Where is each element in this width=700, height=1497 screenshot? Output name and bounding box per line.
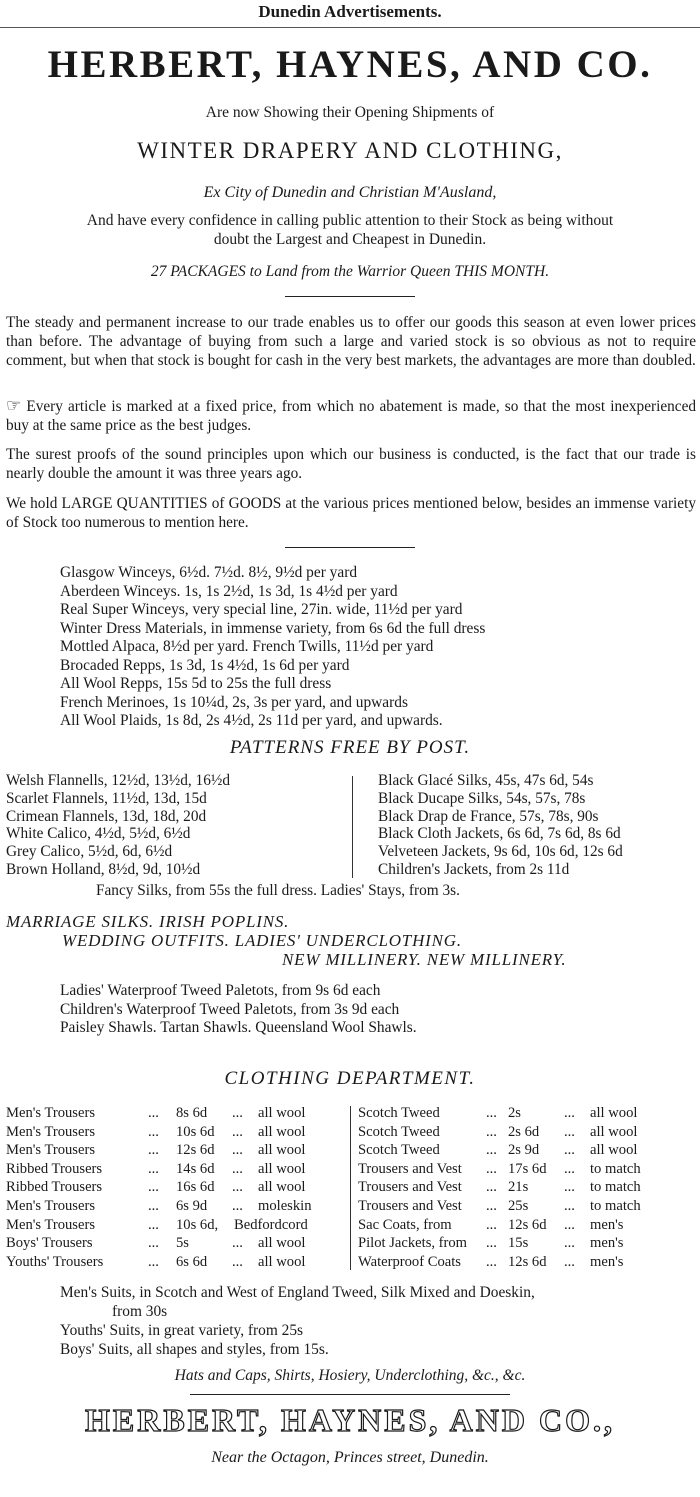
- rule-1: [285, 296, 415, 297]
- note: all wool: [258, 1253, 306, 1270]
- item: Ribbed Trousers: [6, 1160, 103, 1177]
- clothing-heading: CLOTHING DEPARTMENT.: [224, 1068, 476, 1089]
- list-item: Glasgow Winceys, 6½d. 7½d. 8½, 9½d per yard: [60, 564, 358, 581]
- dots: ...: [148, 1142, 159, 1159]
- boys-suits-line: Boys' Suits, all shapes and styles, from 15s.: [60, 1341, 329, 1358]
- item: Scotch Tweed: [358, 1105, 440, 1121]
- price: 2s 9d: [508, 1142, 540, 1159]
- item: Pilot Jackets, from: [358, 1235, 468, 1252]
- price: 5s: [176, 1235, 189, 1252]
- list-item: Ladies' Waterproof Tweed Paletots, from 9s 6d each: [60, 982, 381, 999]
- dots: ...: [232, 1142, 243, 1159]
- price: 25s: [508, 1197, 529, 1214]
- dots: ...: [486, 1197, 497, 1214]
- note: all wool: [258, 1105, 306, 1121]
- dots: ...: [564, 1142, 575, 1159]
- dots: ...: [564, 1179, 575, 1196]
- item: Men's Trousers: [6, 1142, 95, 1159]
- showing-line: Are now Showing their Opening Shipments of: [205, 104, 495, 121]
- note: all wool: [590, 1123, 638, 1140]
- list-item: Children's Waterproof Tweed Paletots, from 3s 9d each: [60, 1000, 400, 1018]
- table-row: [358, 1253, 641, 1272]
- youths-suits-line: Youths' Suits, in great variety, from 25s: [60, 1322, 304, 1339]
- list-item: Children's Jackets, from 2s 11d: [378, 860, 570, 878]
- list-item: Brocaded Repps, 1s 3d, 1s 4½d, 1s 6d per yard: [60, 656, 350, 674]
- paletots-list: [60, 982, 680, 1038]
- patterns-heading: PATTERNS FREE BY POST.: [229, 737, 471, 758]
- price: 2s: [508, 1105, 521, 1121]
- list-item: Welsh Flannells, 12½d, 13½d, 16½d: [6, 772, 230, 789]
- ex-city-line: Ex City of Dunedin and Christian M'Ausland,: [203, 184, 497, 201]
- table-row: [6, 1104, 312, 1123]
- price: 2s 6d: [508, 1123, 540, 1140]
- top-heading: Dunedin Advertisements.: [258, 2, 442, 21]
- dots: ...: [232, 1253, 243, 1270]
- note: all wool: [258, 1142, 306, 1159]
- price: 12s 6d: [508, 1216, 547, 1233]
- clothing-left-table: [6, 1104, 312, 1271]
- item: Boys' Trousers: [6, 1235, 93, 1252]
- note: to match: [590, 1197, 641, 1214]
- list-item: White Calico, 4½d, 5½d, 6½d: [6, 825, 191, 843]
- note: all wool: [258, 1160, 306, 1177]
- suits-block: [60, 1283, 700, 1359]
- clothing-column-divider: [350, 1106, 351, 1270]
- table-row: [6, 1123, 312, 1142]
- dots: ...: [232, 1123, 243, 1140]
- dots: ...: [564, 1253, 575, 1270]
- item: Men's Trousers: [6, 1123, 95, 1140]
- list-item: Black Cloth Jackets, 6s 6d, 7s 6d, 8s 6d: [378, 825, 621, 843]
- millinery-line: NEW MILLINERY. NEW MILLINERY.: [282, 950, 567, 969]
- price: 12s 6d: [508, 1253, 547, 1270]
- packages-line: 27 PACKAGES to Land from the Warrior Queen THIS MONTH.: [150, 263, 550, 280]
- list-item: Winter Dress Materials, in immense variety, from 6s 6d the full dress: [60, 619, 486, 637]
- price: 15s: [508, 1235, 529, 1252]
- paragraph-fixed-price: [6, 396, 696, 435]
- goods-list: [60, 564, 680, 731]
- item: Sac Coats, from: [358, 1216, 452, 1233]
- note: men's: [590, 1253, 624, 1270]
- dots: ...: [148, 1253, 159, 1270]
- price: 14s 6d: [176, 1160, 215, 1177]
- dots: ...: [564, 1123, 575, 1140]
- note: moleskin: [258, 1197, 312, 1214]
- silks-column: [378, 772, 623, 879]
- list-item: French Merinoes, 1s 10¼d, 2s, 3s per yard, and upwards: [60, 693, 408, 711]
- paragraph-proofs: The surest proofs of the sound principles upon which our business is conducted, is the fact that our trade is nearly double the amount it was three years ago.: [6, 446, 696, 482]
- mens-suits-line: Men's Suits, in Scotch and West of England Tweed, Silk Mixed and Doeskin,: [60, 1284, 535, 1301]
- top-rule: [0, 27, 700, 28]
- dots: ...: [486, 1105, 497, 1121]
- note: men's: [590, 1216, 624, 1233]
- clothing-right-table: [358, 1104, 641, 1271]
- dots: ...: [486, 1142, 497, 1159]
- dots: ...: [486, 1179, 497, 1196]
- list-item: Paisley Shawls. Tartan Shawls. Queensland Wool Shawls.: [60, 1019, 417, 1036]
- note: all wool: [590, 1105, 638, 1121]
- table-row: [6, 1141, 312, 1160]
- note: all wool: [258, 1235, 306, 1252]
- table-row: [358, 1160, 641, 1179]
- fixed-price-text: Every article is marked at a fixed price, from which no abatement is made, so that the most inexperienced buy at the same price as the best judges.: [6, 398, 697, 434]
- marriage-line: MARRIAGE SILKS. IRISH POPLINS.: [6, 912, 290, 931]
- dots: ...: [148, 1235, 159, 1252]
- dots: ...: [564, 1197, 575, 1214]
- list-item: Grey Calico, 5½d, 6d, 6½d: [6, 843, 173, 861]
- list-item: Brown Holland, 8½d, 9d, 10½d: [6, 860, 201, 878]
- dots: ...: [486, 1123, 497, 1140]
- list-item: Aberdeen Winceys. 1s, 1s 2½d, 1s 3d, 1s 4½d per yard: [60, 582, 398, 600]
- table-row: [6, 1160, 312, 1179]
- item: Men's Trousers: [6, 1197, 95, 1214]
- table-row: [358, 1178, 641, 1197]
- rule-3: [190, 1394, 510, 1395]
- table-row: [358, 1234, 641, 1253]
- list-item: Black Drap de France, 57s, 78s, 90s: [378, 807, 599, 825]
- flannels-column: [6, 772, 230, 879]
- table-row: [6, 1178, 312, 1197]
- price: 17s 6d: [508, 1160, 547, 1177]
- note: all wool: [590, 1142, 638, 1159]
- dots: ...: [232, 1179, 243, 1196]
- dots: ...: [148, 1197, 159, 1214]
- dots: ...: [232, 1160, 243, 1177]
- table-row: [358, 1197, 641, 1216]
- confidence-line-2: doubt the Largest and Cheapest in Dunedin.: [213, 231, 487, 248]
- wedding-line: WEDDING OUTFITS. LADIES' UNDERCLOTHING.: [62, 931, 462, 950]
- item: Youths' Trousers: [6, 1253, 104, 1270]
- dots: ...: [232, 1105, 243, 1121]
- dots: ...: [148, 1123, 159, 1140]
- dots: ...: [564, 1235, 575, 1252]
- confidence-line-1: And have every confidence in calling public attention to their Stock as being without: [86, 212, 614, 229]
- column-divider: [352, 776, 353, 878]
- dots: ...: [486, 1160, 497, 1177]
- dots: ...: [564, 1160, 575, 1177]
- list-item: Real Super Winceys, very special line, 27in. wide, 11½d per yard: [60, 601, 463, 618]
- dots: ...: [148, 1160, 159, 1177]
- note: Bedfordcord: [234, 1216, 308, 1233]
- footer-title: HERBERT, HAYNES, AND CO.,: [85, 1402, 615, 1438]
- main-title: HERBERT, HAYNES, AND CO.: [47, 43, 653, 86]
- note: men's: [590, 1235, 624, 1252]
- mens-suits-line-2: from 30s: [112, 1303, 168, 1320]
- dots: ...: [486, 1235, 497, 1252]
- list-item: Velveteen Jackets, 9s 6d, 10s 6d, 12s 6d: [378, 843, 623, 861]
- list-item: All Wool Plaids, 1s 8d, 2s 4½d, 2s 11d per yard, and upwards.: [60, 712, 443, 729]
- list-item: Black Ducape Silks, 54s, 57s, 78s: [378, 789, 586, 807]
- footer-address: Near the Octagon, Princes street, Dunedin.: [211, 1449, 489, 1466]
- note: all wool: [258, 1123, 306, 1140]
- table-row: [6, 1197, 312, 1216]
- dots: ...: [486, 1216, 497, 1233]
- dots: ...: [232, 1235, 243, 1252]
- table-row: [6, 1253, 312, 1272]
- note: to match: [590, 1160, 641, 1177]
- pointing-hand-icon: ☞: [6, 396, 22, 415]
- table-row: [358, 1141, 641, 1160]
- price: 10s 6d: [176, 1123, 215, 1140]
- dots: ...: [564, 1216, 575, 1233]
- item: Waterproof Coats: [358, 1253, 461, 1270]
- price: 21s: [508, 1179, 529, 1196]
- paragraph-trade: The steady and permanent increase to our trade enables us to offer our goods this season at even lower prices than before. The advantage of buying from such a large and varied stock is so obvious as not to require comment, but when that stock is bought for cash in the very best markets, the advantages are more than doubled.: [6, 314, 696, 369]
- item: Scotch Tweed: [358, 1142, 440, 1159]
- table-row: [6, 1234, 312, 1253]
- table-row: [358, 1123, 641, 1142]
- price: 12s 6d: [176, 1142, 215, 1159]
- paragraph-quantities: We hold LARGE QUANTITIES of GOODS at the various prices mentioned below, besides an immense variety of Stock too numerous to mention here.: [6, 495, 696, 531]
- subtitle: WINTER DRAPERY AND CLOTHING,: [137, 138, 563, 163]
- list-item: Mottled Alpaca, 8½d per yard. French Twills, 11½d per yard: [60, 638, 434, 655]
- list-item: All Wool Repps, 15s 5d to 25s the full dress: [60, 675, 332, 692]
- table-row: [358, 1104, 641, 1123]
- note: to match: [590, 1179, 641, 1196]
- table-row: [358, 1216, 641, 1235]
- rule-2: [285, 547, 415, 548]
- hats-line: Hats and Caps, Shirts, Hosiery, Underclothing, &c., &c.: [174, 1367, 526, 1384]
- price: 6s 9d: [176, 1197, 208, 1214]
- price: 6s 6d: [176, 1253, 208, 1270]
- price: 8s 6d: [176, 1105, 208, 1121]
- dots: ...: [148, 1179, 159, 1196]
- dots: ...: [486, 1253, 497, 1270]
- price: 16s 6d: [176, 1179, 215, 1196]
- dots: ...: [232, 1197, 243, 1214]
- item: Trousers and Vest: [358, 1197, 462, 1214]
- item: Trousers and Vest: [358, 1179, 462, 1196]
- list-item: Crimean Flannels, 13d, 18d, 20d: [6, 807, 207, 825]
- table-row: [6, 1216, 312, 1235]
- item: Ribbed Trousers: [6, 1179, 103, 1196]
- fancy-silks-line: Fancy Silks, from 55s the full dress. Ladies' Stays, from 3s.: [96, 882, 460, 899]
- dots: ...: [148, 1216, 159, 1233]
- item: Trousers and Vest: [358, 1160, 462, 1177]
- dots: ...: [564, 1105, 575, 1121]
- price: 10s 6d,: [176, 1216, 219, 1233]
- item: Men's Trousers: [6, 1105, 95, 1121]
- note: all wool: [258, 1179, 306, 1196]
- dots: ...: [148, 1105, 159, 1121]
- list-item: Scarlet Flannels, 11½d, 13d, 15d: [6, 789, 207, 807]
- list-item: Black Glacé Silks, 45s, 47s 6d, 54s: [378, 772, 594, 789]
- item: Scotch Tweed: [358, 1123, 440, 1140]
- item: Men's Trousers: [6, 1216, 95, 1233]
